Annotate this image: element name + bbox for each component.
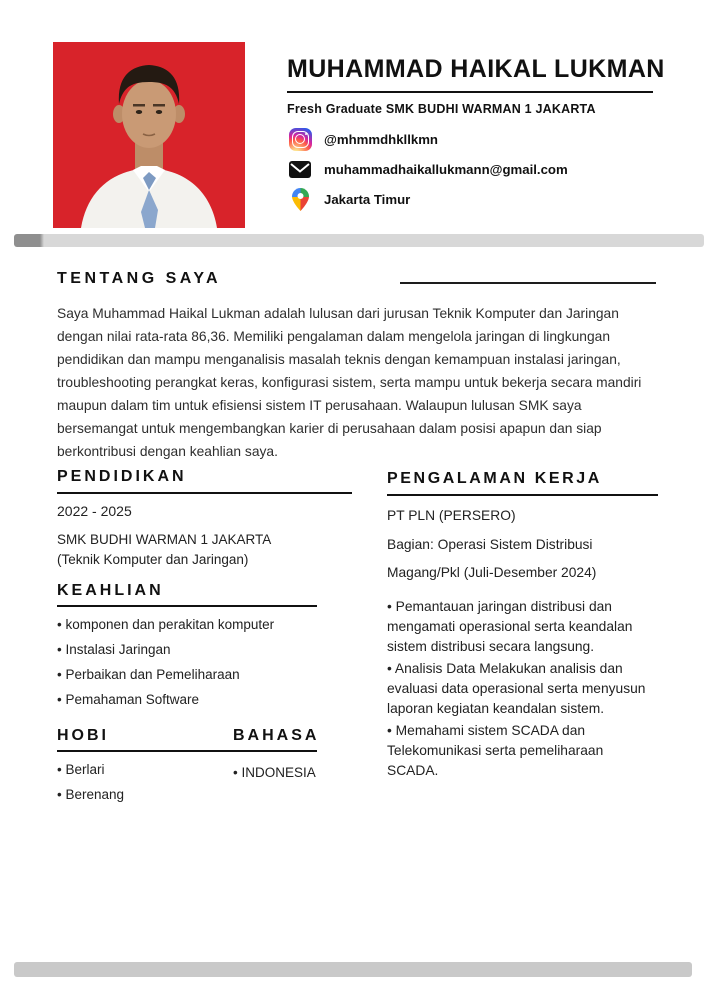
experience-company: PT PLN (PERSERO) (387, 508, 516, 523)
education-title-rule (57, 492, 352, 494)
experience-bullet: • Pemantauan jaringan distribusi dan mengamati operasional serta keandalan sistem distribusi secara langsung. (387, 597, 658, 657)
instagram-icon (287, 128, 313, 151)
experience-division: Bagian: Operasi Sistem Distribusi (387, 536, 593, 552)
language-list (233, 752, 329, 802)
hobby-language-headings (57, 727, 320, 745)
header-subtitle: Fresh Graduate SMK BUDHI WARMAN 1 JAKARTA (287, 101, 596, 116)
skill-item: • Instalasi Jaringan (57, 642, 352, 657)
portrait-photo-graphic (53, 42, 245, 228)
name-underline (287, 91, 653, 93)
portrait-photo (53, 42, 245, 228)
about-title-rule (400, 282, 656, 284)
email-address: muhammadhaikallukmann@gmail.com (324, 162, 568, 178)
hobby-item: • Berlari (57, 762, 233, 777)
right-column (387, 470, 658, 783)
experience-role: Magang/Pkl (Juli-Desember 2024) (387, 565, 597, 581)
about-section-title: TENTANG SAYA (57, 270, 222, 287)
hobby-language-lists (57, 752, 329, 802)
experience-bullet-list (387, 597, 658, 781)
experience-section-title: PENGALAMAN KERJA (387, 470, 602, 487)
education-period: 2022 - 2025 (57, 503, 132, 519)
location-text: Jakarta Timur (324, 192, 411, 208)
education-school: SMK BUDHI WARMAN 1 JAKARTA (57, 532, 272, 547)
hobby-section-title: HOBI (57, 727, 109, 744)
header (287, 55, 665, 215)
contact-list (287, 125, 659, 215)
contact-location (287, 185, 659, 215)
contact-email (287, 155, 659, 185)
skills-title-rule (57, 605, 317, 607)
skills-section-title: KEAHLIAN (57, 582, 164, 599)
location-pin-icon (287, 188, 313, 211)
about-paragraph: Saya Muhammad Haikal Lukman adalah lulusan dari jurusan Teknik Komputer dan Jaringan dengan nilai rata-rata 86,36. Memiliki pengalaman dalam mengelola jaringan di lingkungan pendidikan dan mampu menganalisis masalah teknis dengan kemampuan instalasi jaringan, troubleshooting perangkat keras, konfigurasi sistem, serta mampu untuk bekerja secara mandiri maupun dalam tim untuk efisiensi sistem IT perusahaan. Walaupun lulusan SMK saya bersemangat untuk mengembangkan karier di perusahaan dalam posisi apapun dan siap berkontribusi dengan keahlian saya. (57, 306, 642, 460)
top-divider-bar (14, 234, 704, 247)
hobby-item: • Berenang (57, 787, 233, 802)
email-icon (287, 161, 313, 178)
left-column (57, 468, 352, 802)
bottom-divider-bar (14, 962, 692, 977)
experience-title-rule (387, 494, 658, 496)
experience-bullet: • Memahami sistem SCADA dan Telekomunikasi serta pemeliharaan SCADA. (387, 721, 658, 781)
skill-item: • komponen dan perakitan komputer (57, 617, 352, 632)
experience-bullet: • Analisis Data Melakukan analisis dan evaluasi data operasional serta menyusun laporan kegiatan keandalan sistem. (387, 659, 658, 719)
education-major: (Teknik Komputer dan Jaringan) (57, 552, 249, 567)
skills-list (57, 617, 352, 707)
skill-item: • Pemahaman Software (57, 692, 352, 707)
education-section-title: PENDIDIKAN (57, 468, 187, 485)
language-item: • INDONESIA (233, 765, 329, 780)
language-section-title: BAHASA (233, 727, 320, 744)
instagram-handle: @mhmmdhkllkmn (324, 132, 438, 148)
contact-instagram (287, 125, 659, 155)
hobby-list (57, 752, 233, 802)
skill-item: • Perbaikan dan Pemeliharaan (57, 667, 352, 682)
person-name: MUHAMMAD HAIKAL LUKMAN (287, 55, 665, 83)
